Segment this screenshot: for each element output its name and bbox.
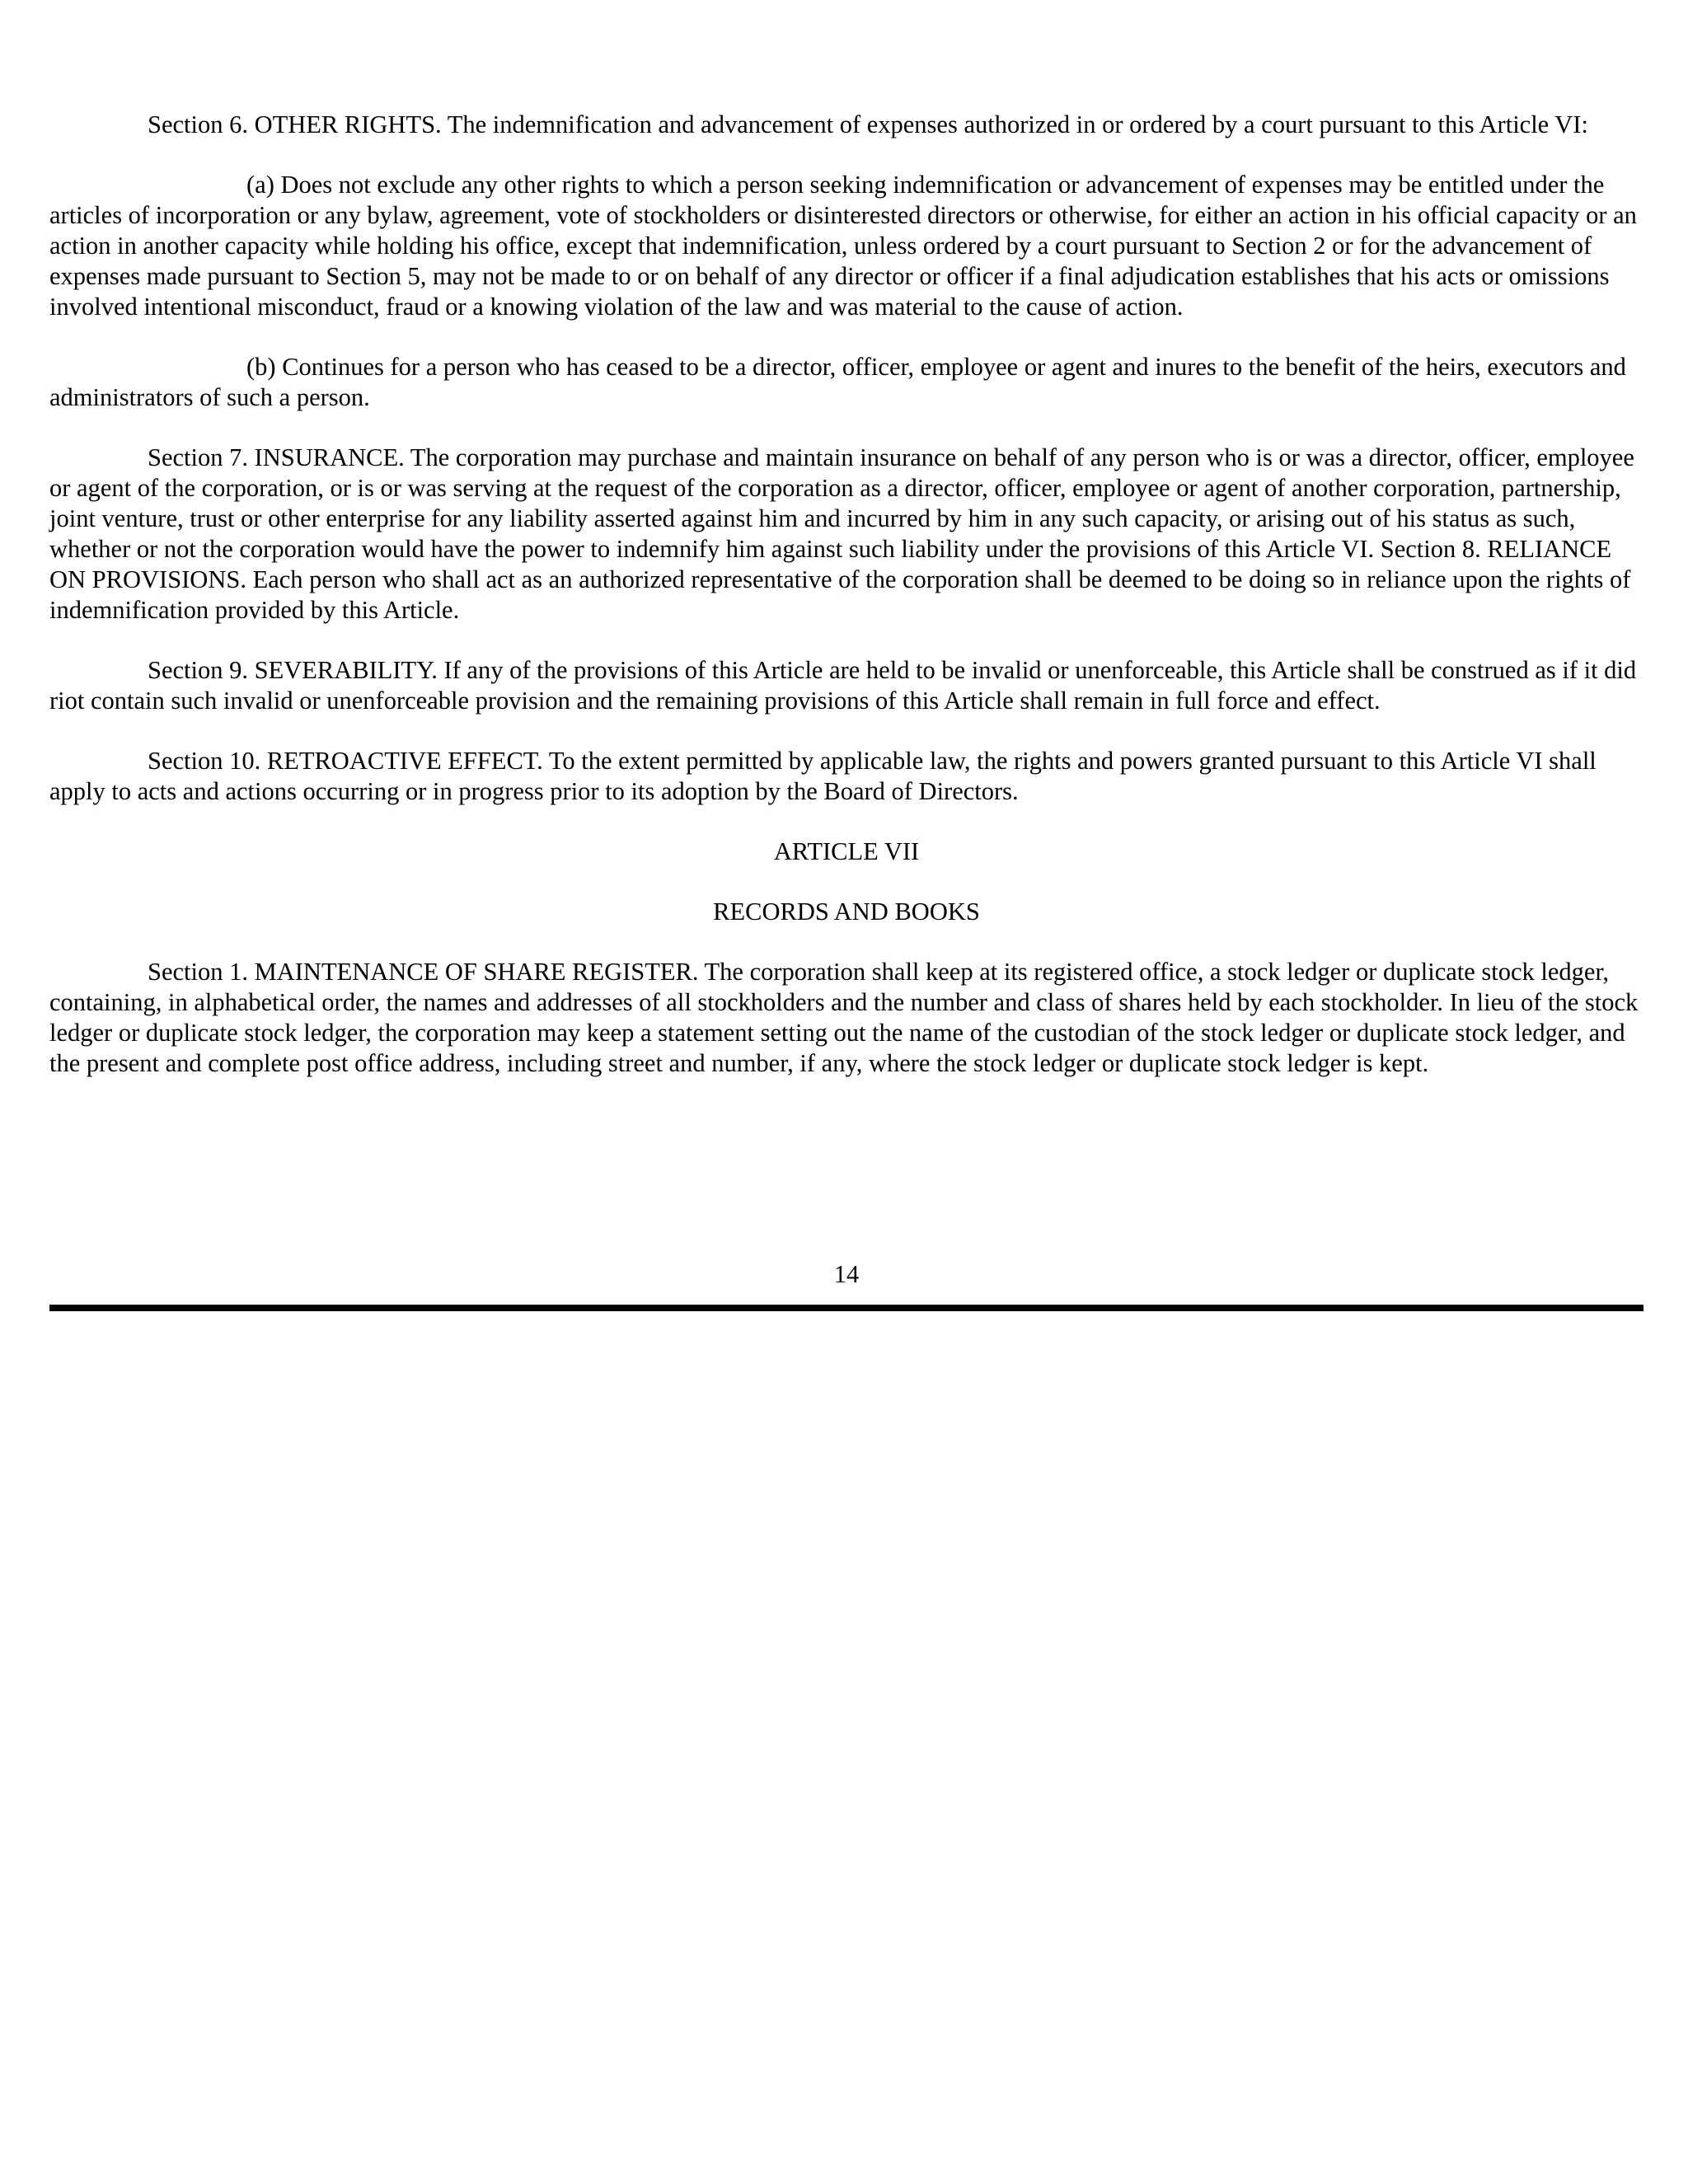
section-6-other-rights: Section 6. OTHER RIGHTS. The indemnification and advancement of expenses authorized in or ordered by a court pursuant to this Article VI:	[148, 110, 1588, 138]
section-6-clause-b: (b) Continues for a person who has ceased to be a director, officer, employee or agent and inures to the benefit of the heirs, executors and administrators of such a person.	[49, 353, 1626, 411]
footer-rule	[49, 1305, 1643, 1311]
document-page	[49, 110, 1643, 1108]
article-heading: ARTICLE VII	[773, 837, 920, 865]
article-subheading: RECORDS AND BOOKS	[713, 898, 980, 926]
section-6-clause-a: (a) Does not exclude any other rights to which a person seeking indemnification or advancement of expenses may be entitled under the articles of incorporation or any bylaw, agreement, vote of stockholders or disinterested directors or otherwise, for either an action in his official capacity or an action in another capacity while holding his office, except that indemnification, unless ordered by a court pursuant to Section 2 or for the advancement of expenses made pursuant to Section 5, may not be made to or on behalf of any director or officer if a final adjudication establishes that his acts or omissions involved intentional misconduct, fraud or a knowing violation of the law and was material to the cause of action.	[49, 171, 1637, 321]
section-9-severability: Section 9. SEVERABILITY. If any of the provisions of this Article are held to be invalid or unenforceable, this Article shall be construed as if it did riot contain such invalid or unenforceable provision and the remaining provisions of this Article shall remain in full force and effect.	[49, 656, 1637, 715]
page-number: 14	[833, 1260, 860, 1288]
section-1-share-register: Section 1. MAINTENANCE OF SHARE REGISTER. The corporation shall keep at its registered office, a stock ledger or duplicate stock ledger, containing, in alphabetical order, the names and addresses of all stockholders and the number and class of shares held by each stockholder. In lieu of the stock ledger or duplicate stock ledger, the corporation may keep a statement setting out the name of the custodian of the stock ledger or duplicate stock ledger, and the present and complete post office address, including street and number, if any, where the stock ledger or duplicate stock ledger is kept.	[49, 958, 1639, 1077]
section-7-insurance: Section 7. INSURANCE. The corporation may purchase and maintain insurance on behalf of any person who is or was a director, officer, employee or agent of the corporation, or is or was serving at the request of the corporation as a director, officer, employee or agent of another corporation, partnership, joint venture, trust or other enterprise for any liability asserted against him and incurred by him in any such capacity, or arising out of his status as such, whether or not the corporation would have the power to indemnify him against such liability under the provisions of this Article VI. Section 8. RELIANCE ON PROVISIONS. Each person who shall act as an authorized representative of the corporation shall be deemed to be doing so in reliance upon the rights of indemnification provided by this Article.	[49, 443, 1634, 624]
section-10-retroactive-effect: Section 10. RETROACTIVE EFFECT. To the extent permitted by applicable law, the rights and powers granted pursuant to this Article VI shall apply to acts and actions occurring or in progress prior to its adoption by the Board of Directors.	[49, 747, 1597, 805]
